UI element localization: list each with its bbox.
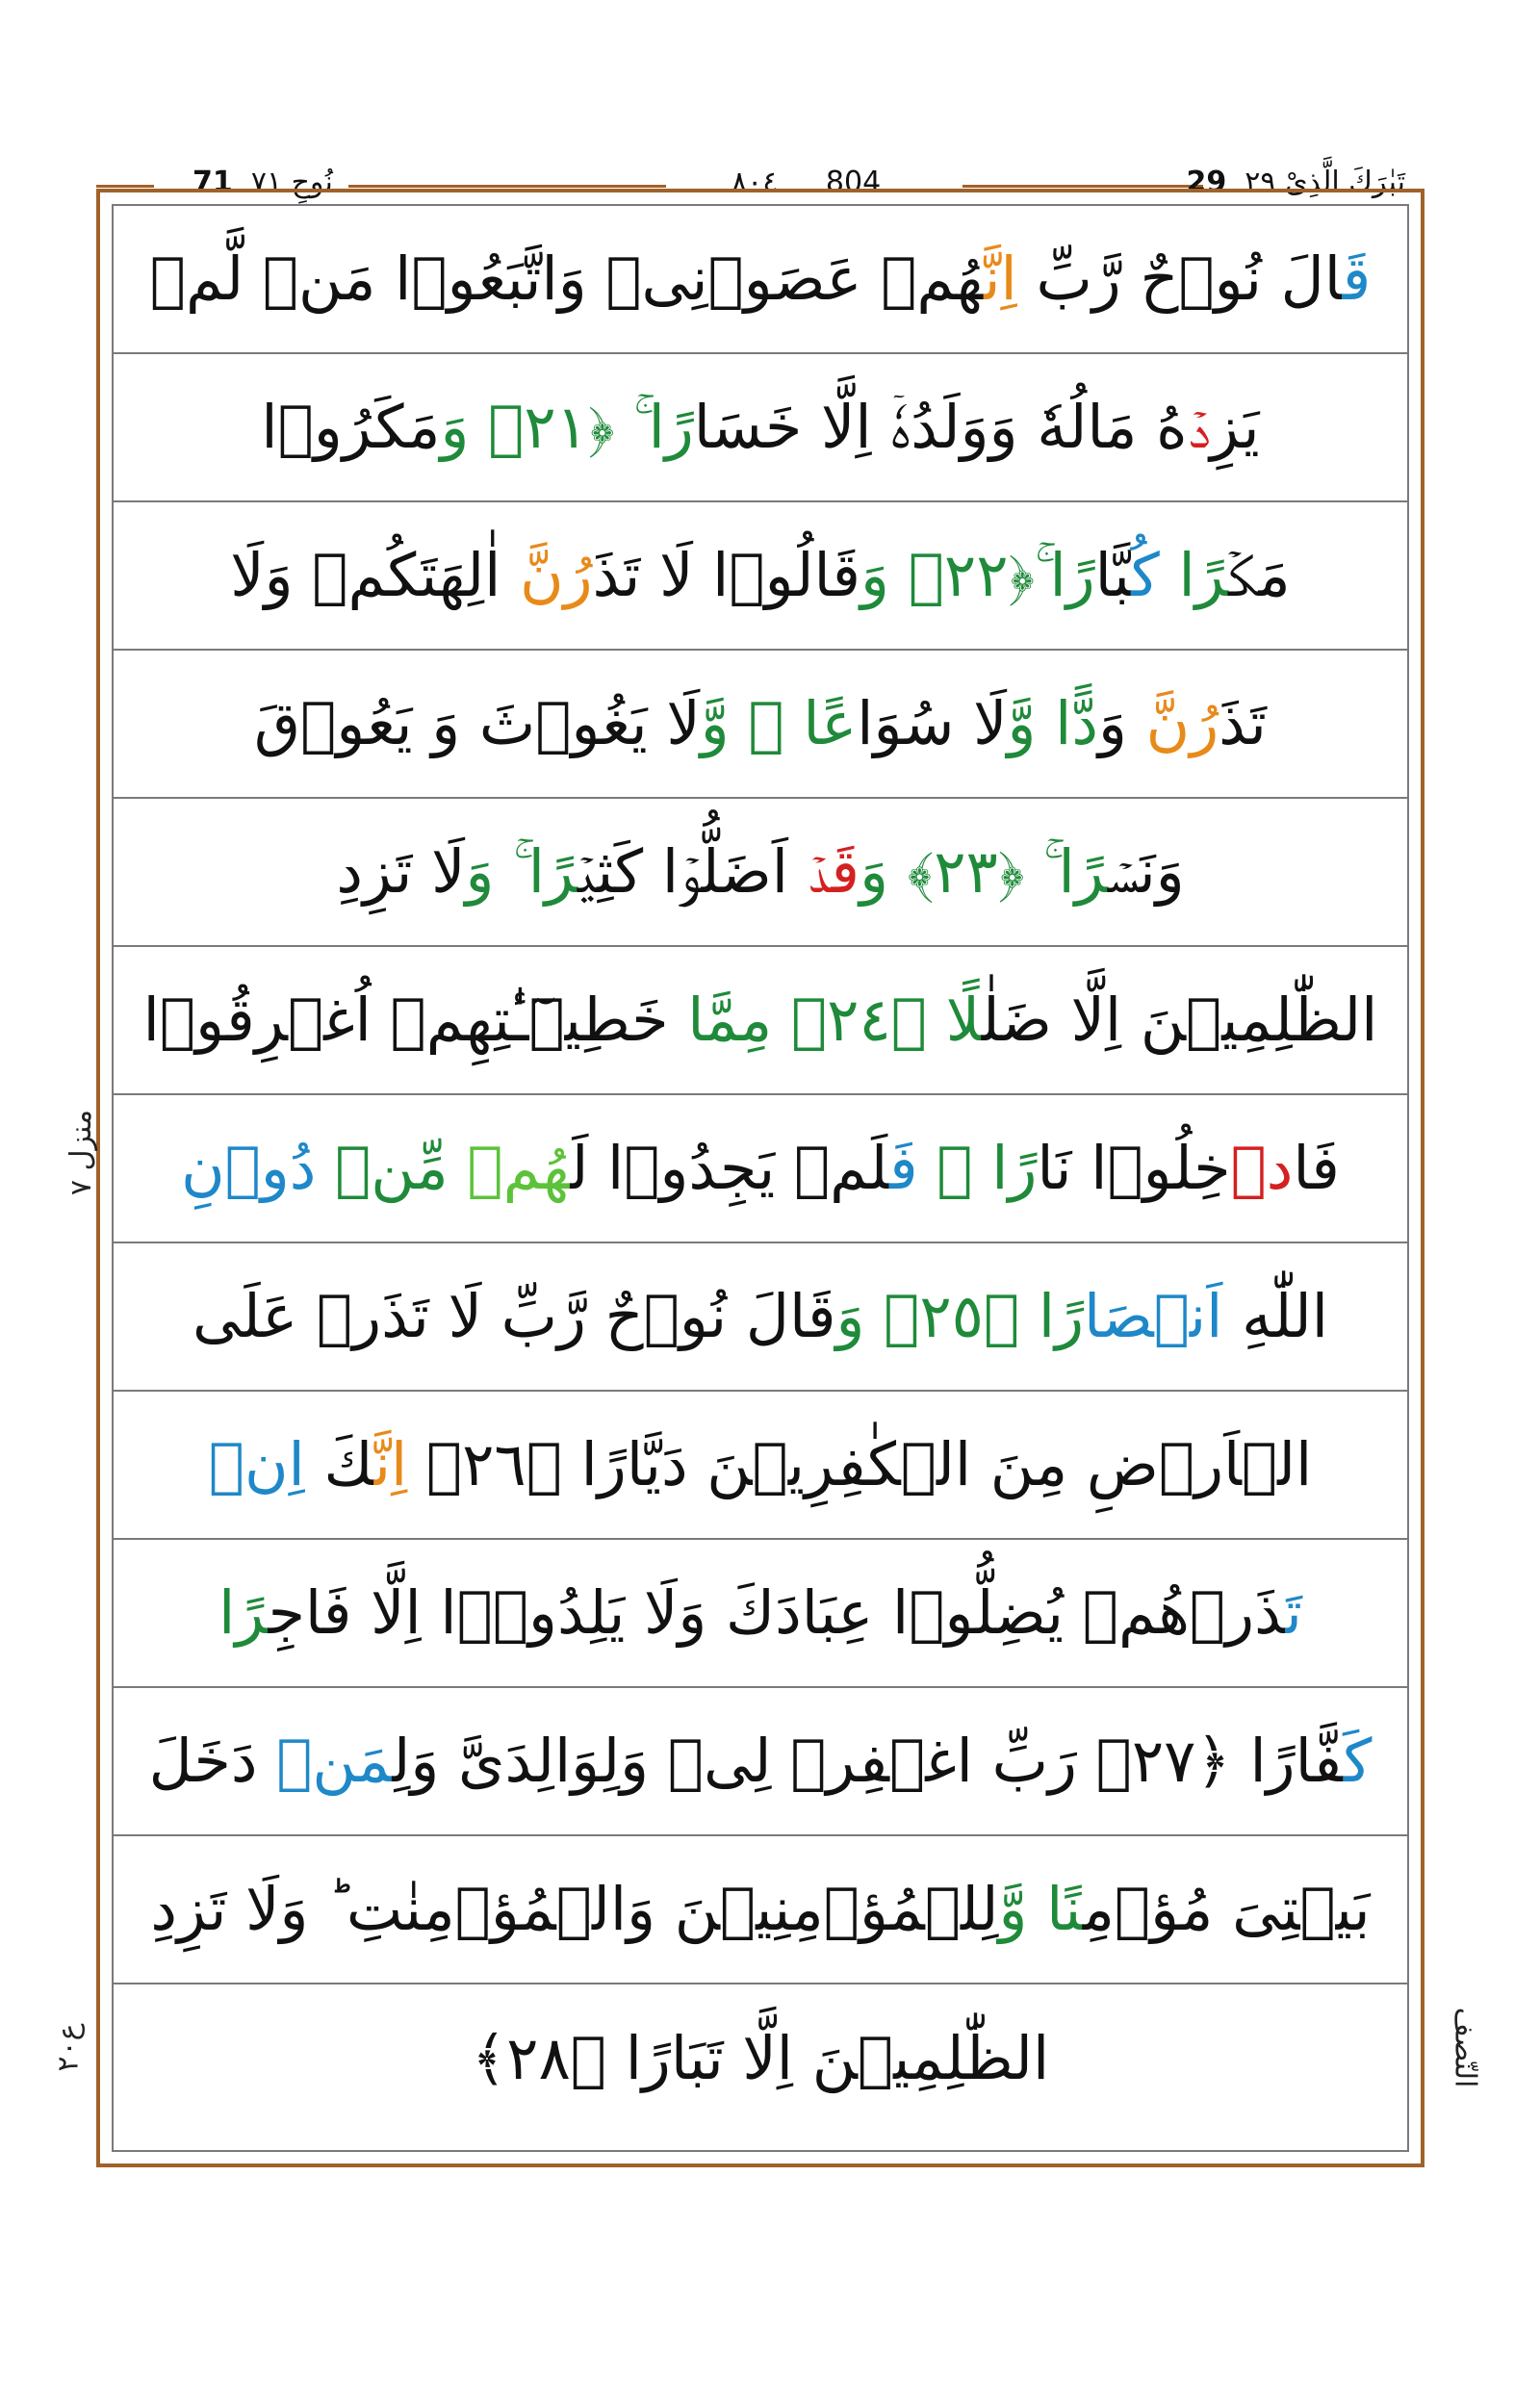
verse-text xyxy=(142,985,1378,1055)
text-segment: وَ xyxy=(1098,688,1146,758)
text-segment: ﴿٢٤﴾ xyxy=(772,985,946,1055)
text-segment: ۚ xyxy=(494,836,528,907)
text-segment: بَیۡتِیَ مُؤۡمِ xyxy=(1082,1874,1371,1944)
text-segment: وَنَسۡ xyxy=(1107,836,1185,907)
text-segment: الَ نُوۡحٌ رَّبِّ xyxy=(1016,243,1343,314)
text-segment: ۙ xyxy=(917,1133,992,1203)
text-segment: عًا xyxy=(803,688,858,758)
text-segment: هُمۡ عَصَوۡنِیۡ وَاتَّبَعُوۡا مَنۡ لَّمۡ xyxy=(149,243,985,314)
text-line xyxy=(114,1392,1407,1540)
text-segment: رًا xyxy=(527,836,578,907)
text-segment: تَذَ xyxy=(1219,688,1267,758)
verse-text xyxy=(148,1726,1373,1796)
surah-name: نُوحٍ ٧١ xyxy=(250,166,333,199)
text-segment: اِنۡ xyxy=(208,1429,305,1499)
verse-text xyxy=(261,392,1260,462)
text-segment: وَ xyxy=(440,392,470,462)
text-segment: لَا تَزِدِ xyxy=(336,836,466,907)
manzil-label: منزل ٧ xyxy=(64,1109,99,1196)
text-segment: هُمۡ xyxy=(467,1133,571,1203)
text-segment: اِنَّ xyxy=(373,1429,408,1499)
text-segment: الظّٰلِمِیۡنَ اِلَّا ضَلٰ xyxy=(981,985,1378,1055)
text-line xyxy=(114,651,1407,799)
text-segment: بَّا xyxy=(1094,540,1132,610)
text-line xyxy=(114,799,1407,947)
text-segment: دُوۡنِ xyxy=(181,1133,336,1203)
text-segment: رَبِّ اغۡفِرۡ لِیۡ وَلِوَالِدَیَّ وَلِ xyxy=(392,1726,1077,1796)
text-segment: لِلۡمُؤۡمِنِیۡنَ وَالۡمُؤۡمِنٰتِ ؕ وَلَا تَزِدِ xyxy=(150,1874,999,1944)
text-segment: وَّ xyxy=(1007,688,1056,758)
text-frame xyxy=(112,204,1409,2152)
text-segment: ﴿٢٥﴾ xyxy=(864,1281,1039,1351)
text-segment: رًا xyxy=(1178,540,1228,610)
nisf-marker: النّصف xyxy=(1448,2007,1482,2088)
juz-name: تَبٰرَكَ الَّذِیْ ٢٩ xyxy=(1245,166,1405,199)
text-segment: قَدۡ xyxy=(807,836,860,907)
text-segment: لًا xyxy=(945,985,982,1055)
text-segment: اَضَلُّوۡا xyxy=(643,836,808,907)
text-segment: قَالُوۡا لَا تَذَ xyxy=(592,540,861,610)
text-segment: ۚ﴿٢٢﴾ xyxy=(889,540,1050,610)
text-segment: مَكۡ xyxy=(1227,540,1291,610)
verse-text xyxy=(218,1577,1302,1648)
text-line xyxy=(114,1095,1407,1243)
text-segment: ﴿٢٦﴾ xyxy=(407,1429,562,1499)
text-segment: جِ xyxy=(268,1577,305,1648)
text-line xyxy=(114,206,1407,354)
verse-text xyxy=(181,1133,1340,1203)
header-rule xyxy=(96,185,154,188)
text-segment: ۚ ﴿٢٣﴾ xyxy=(888,836,1059,907)
header-rule xyxy=(348,185,666,188)
text-segment: مِّنۡ xyxy=(335,1133,468,1203)
text-segment: یَزِ xyxy=(1210,392,1260,462)
text-segment: رًا xyxy=(1038,1281,1085,1351)
text-segment: رًا xyxy=(648,392,694,462)
page-number: 804 xyxy=(825,166,882,199)
verse-text xyxy=(149,243,1372,314)
text-segment: قَالَ نُوۡحٌ رَّبِّ لَا تَذَرۡ عَلَى xyxy=(192,1281,836,1351)
text-segment: رًا xyxy=(218,1577,269,1648)
text-segment: فَا xyxy=(1293,1133,1340,1203)
text-segment: فَ xyxy=(888,1133,918,1203)
text-line xyxy=(114,502,1407,651)
text-line xyxy=(114,1688,1407,1836)
text-segment: خِلُوۡا نَا xyxy=(1037,1133,1231,1203)
text-segment: وَ xyxy=(860,836,889,907)
text-segment: مَنۡ xyxy=(276,1726,393,1796)
text-segment: ۚ ﴿٢١﴾ xyxy=(469,392,649,462)
text-segment: مِمَّا xyxy=(687,985,773,1055)
text-segment: تَ xyxy=(1285,1577,1302,1648)
text-segment: كَ xyxy=(1343,1726,1373,1796)
surah-number: 71 xyxy=(192,166,233,199)
text-segment: دَخَلَ xyxy=(148,1726,277,1796)
text-segment: رًا xyxy=(1058,836,1108,907)
page-number-arabic: ٨٠٤ xyxy=(732,166,779,199)
text-segment: ﴿٢٧﴾ xyxy=(1076,1726,1231,1796)
text-segment: وَ xyxy=(860,540,889,610)
text-segment: اٰلِهَتَكُمۡ وَلَا xyxy=(230,540,521,610)
text-segment: الۡاَرۡضِ مِنَ الۡكٰفِرِیۡنَ دَیَّارًا xyxy=(561,1429,1313,1499)
juz-number: 29 xyxy=(1186,166,1227,199)
text-segment: رًا xyxy=(1049,540,1095,610)
text-segment: الظّٰلِمِیۡنَ اِلَّا تَبَارًا xyxy=(605,2023,1050,2093)
text-segment: قَ xyxy=(1342,243,1372,314)
text-segment: ذَرۡهُمۡ یُضِلُّوۡا عِبَادَكَ وَلَا یَلِدُوۡۤا اِلَّا فَا xyxy=(304,1577,1286,1648)
text-segment: رًا xyxy=(991,1133,1038,1203)
text-segment: هُ مَالُهٗ وَوَلَدُهٗۤ اِلَّا خَسَا xyxy=(693,392,1188,462)
verse-text xyxy=(192,1281,1328,1351)
text-line xyxy=(114,354,1407,502)
text-segment: كَثِیۡ xyxy=(578,836,644,907)
text-segment: كَ xyxy=(304,1429,374,1499)
verse-text xyxy=(230,540,1291,610)
text-segment: دًّا xyxy=(1055,688,1098,758)
text-segment: وَ xyxy=(835,1281,865,1351)
text-segment: دۡ xyxy=(1187,392,1211,462)
ruku-marker: ع٢٠ xyxy=(51,2023,86,2072)
text-segment: لَا سُوَا xyxy=(857,688,1008,758)
text-line xyxy=(114,1243,1407,1392)
text-segment: خَطِیۡٓـٰٔتِهِمۡ اُغۡرِقُوۡا xyxy=(142,985,688,1055)
text-line xyxy=(114,1984,1407,2133)
verse-text xyxy=(471,2023,1050,2093)
text-segment: فَّارًا xyxy=(1230,1726,1344,1796)
text-segment: رُنَّ xyxy=(1145,688,1219,758)
verse-text xyxy=(208,1429,1313,1499)
text-segment: مَكَرُوۡا xyxy=(261,392,441,462)
text-segment: ۙ xyxy=(729,688,804,758)
text-line xyxy=(114,1836,1407,1984)
text-segment: وَّ xyxy=(700,688,730,758)
text-segment: ﴿٢٨﴾ xyxy=(471,2023,606,2093)
text-segment: لَمۡ یَجِدُوۡا لَ xyxy=(570,1133,889,1203)
text-segment: وَ xyxy=(465,836,495,907)
text-segment: رُنَّ xyxy=(520,540,593,610)
verse-text xyxy=(150,1874,1371,1944)
header-rule xyxy=(962,185,1203,188)
text-segment: كُ xyxy=(1131,540,1179,610)
text-segment: اِنَّ xyxy=(984,243,1017,314)
verse-text xyxy=(254,688,1267,758)
text-segment: اللّٰهِ xyxy=(1222,1281,1328,1351)
text-segment: نًا xyxy=(1046,1874,1083,1944)
text-segment: اَنۡصَا xyxy=(1084,1281,1223,1351)
text-line xyxy=(114,947,1407,1095)
text-line xyxy=(114,1540,1407,1688)
text-segment: دۡ xyxy=(1230,1133,1294,1203)
verse-text xyxy=(336,836,1185,907)
text-segment: وَّ xyxy=(998,1874,1047,1944)
text-segment: لَا یَغُوۡثَ وَ یَعُوۡقَ xyxy=(254,688,701,758)
